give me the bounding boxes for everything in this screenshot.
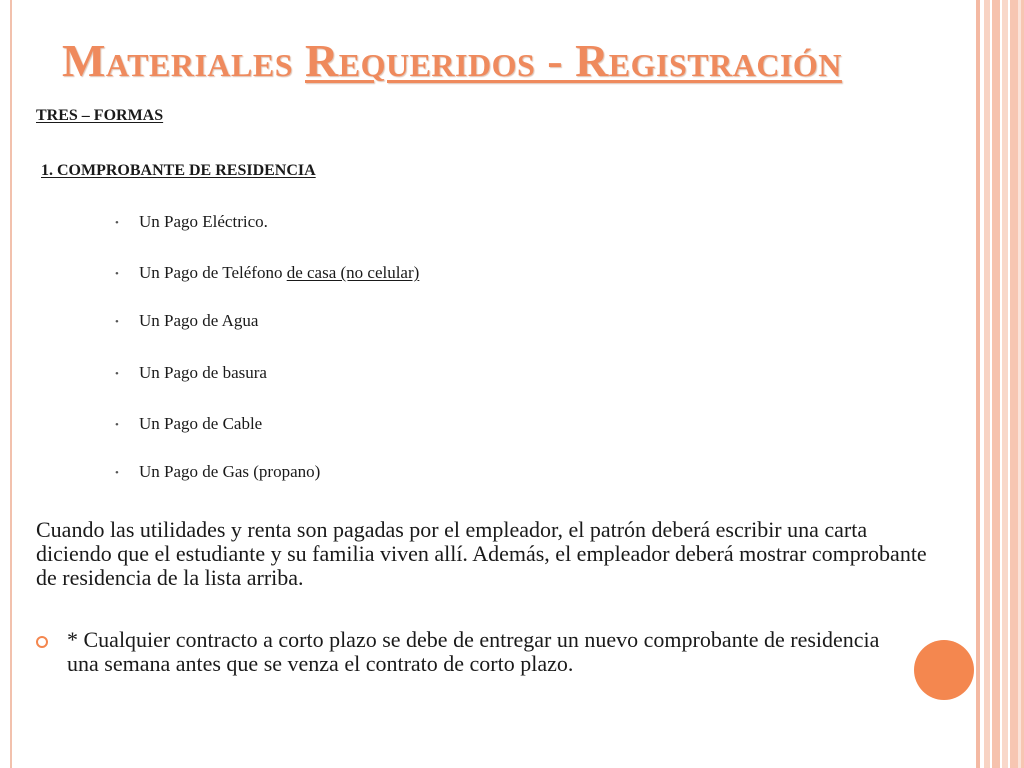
decorative-stripe <box>1018 0 1021 768</box>
employer-paragraph: Cuando las utilidades y renta son pagadas por el empleador, el patrón deberá escribir una carta diciendo que el estudiante y su familia viven allí. Además, el empleador deberá mostrar comprobante de residencia de la lista arriba. <box>36 517 927 590</box>
bullet-icon: • <box>115 368 119 381</box>
slide-title-part1: Materiales <box>62 35 293 86</box>
note-text: * Cualquier contracto a corto plazo se debe de entregar un nuevo comprobante de residencia una semana antes que se venza el contrato de corto plazo. <box>67 627 880 676</box>
list-item-text: Un Pago de basura <box>139 363 267 382</box>
orange-circle-decoration <box>914 640 974 700</box>
list-item <box>115 363 267 383</box>
list-item <box>115 414 262 434</box>
decorative-stripe <box>992 0 1000 768</box>
decorative-stripe <box>976 0 980 768</box>
list-item-text: Un Pago de Agua <box>139 311 259 330</box>
decorative-stripe <box>1002 0 1008 768</box>
forms-heading: TRES – FORMAS <box>36 107 164 124</box>
list-item-underlined: de casa (no celular) <box>286 263 420 282</box>
left-border-line <box>10 0 12 768</box>
decorative-stripe <box>984 0 990 768</box>
bullet-icon: • <box>115 217 119 230</box>
list-item <box>115 212 268 232</box>
short-term-contract-note <box>36 628 906 676</box>
bullet-icon: • <box>115 419 119 432</box>
list-item-text: Un Pago Eléctrico. <box>139 212 268 231</box>
list-item-text: Un Pago de Gas (propano) <box>139 462 321 481</box>
ring-bullet-icon <box>36 636 48 648</box>
list-item <box>115 311 258 331</box>
list-item-text: Un Pago de Cable <box>139 414 263 433</box>
bullet-icon: • <box>115 316 119 329</box>
bullet-icon: • <box>115 268 119 281</box>
slide-title-part2: Requeridos - Registración <box>305 35 842 86</box>
list-item-text: Un Pago de Teléfono <box>139 263 287 282</box>
list-item <box>115 263 419 283</box>
slide-title <box>62 35 842 86</box>
decorative-stripe <box>1010 0 1024 768</box>
bullet-icon: • <box>115 467 119 480</box>
residence-heading: 1. COMPROBANTE DE RESIDENCIA <box>41 162 316 179</box>
list-item <box>115 462 320 482</box>
